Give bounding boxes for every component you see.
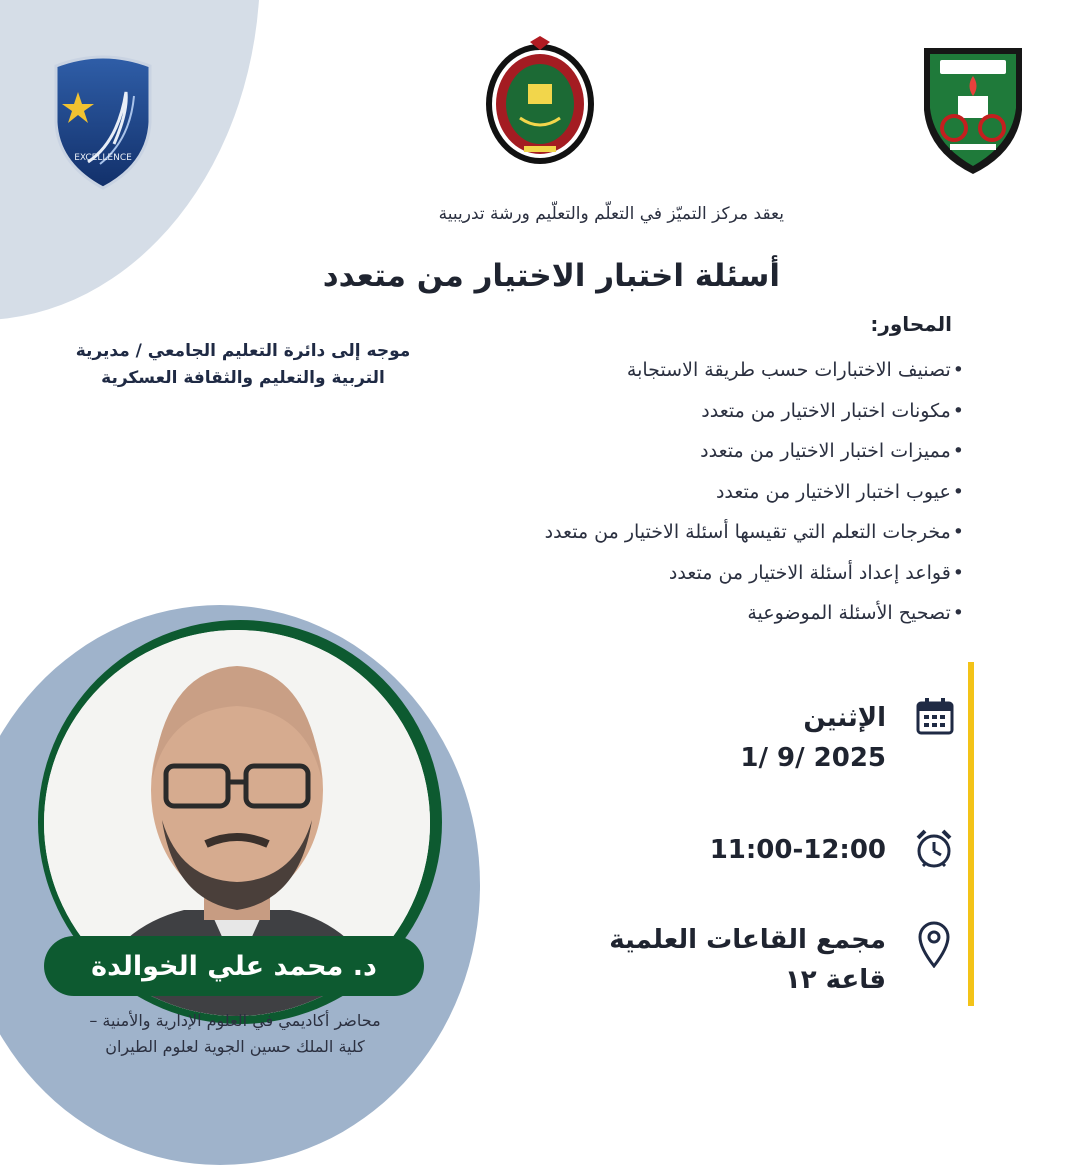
axis-item: • تصنيف الاختبارات حسب طريقة الاستجابة — [404, 350, 964, 391]
axis-item: • قواعد إعداد أسئلة الاختيار من متعدد — [404, 553, 964, 594]
speaker-bio — [20, 1008, 450, 1060]
workshop-title: أسئلة اختبار الاختيار من متعدد — [322, 258, 780, 294]
details-divider — [968, 662, 974, 1006]
calendar-icon — [916, 697, 954, 735]
axis-item: • مكونات اختبار الاختيار من متعدد — [404, 391, 964, 432]
axis-item: • تصحيح الأسئلة الموضوعية — [404, 593, 964, 634]
speaker-name-badge: د. محمد علي الخوالدة — [44, 936, 424, 996]
excellence-center-logo — [48, 52, 158, 192]
military-education-logo — [484, 36, 596, 166]
university-of-jordan-logo — [918, 40, 1028, 178]
axis-item: • مخرجات التعلم التي تقيسها أسئلة الاختيار من متعدد — [404, 512, 964, 553]
location-pin-icon — [916, 920, 952, 968]
axes-heading: المحاور: — [870, 312, 952, 336]
event-date: 1/ 9/ 2025 — [740, 743, 886, 773]
audience-line-2: التربية والتعليم والثقافة العسكرية — [101, 368, 385, 388]
axis-item: • عيوب اختبار الاختيار من متعدد — [404, 472, 964, 513]
alarm-clock-icon — [914, 828, 954, 870]
event-location-room: قاعة ١٢ — [784, 965, 886, 995]
svg-text:EXCELLENCE: EXCELLENCE — [74, 153, 132, 163]
event-day-date — [586, 698, 886, 778]
target-audience — [28, 338, 458, 392]
event-location-building: مجمع القاعات العلمية — [609, 925, 886, 955]
axis-item: • مميزات اختبار الاختيار من متعدد — [404, 431, 964, 472]
audience-line-1: موجه إلى دائرة التعليم الجامعي / مديرية — [75, 341, 411, 361]
speaker-bio-line-1: محاضر أكاديمي في العلوم الإدارية والأمنية – — [89, 1011, 381, 1030]
axes-list — [404, 350, 964, 634]
event-day: الإثنين — [803, 703, 886, 733]
workshop-intro: يعقد مركز التميّز في التعلّم والتعلّيم ورشة تدريبية — [438, 204, 784, 224]
speaker-bio-line-2: كلية الملك حسين الجوية لعلوم الطيران — [105, 1037, 365, 1056]
event-time: 11:00-12:00 — [709, 835, 886, 865]
event-location — [546, 920, 886, 1000]
